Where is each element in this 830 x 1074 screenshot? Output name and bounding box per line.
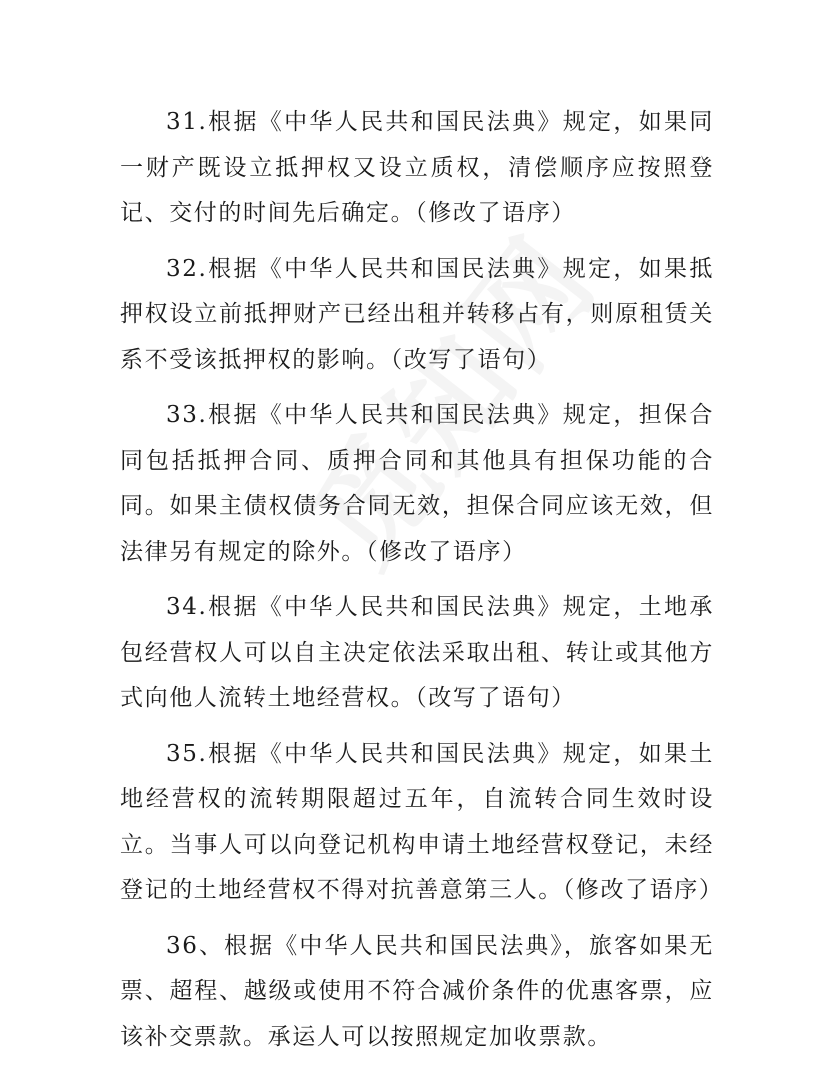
- paragraph-35: 35.根据《中华人民共和国民法典》规定，如果土地经营权的流转期限超过五年，自流转合同生效时设立。当事人可以向登记机构申请土地经营权登记，未经登记的土地经营权不得对抗善意第三人。（修改了语序）: [120, 740, 724, 903]
- document-body: [120, 100, 724, 1070]
- paragraph-31: 31.根据《中华人民共和国民法典》规定，如果同一财产既设立抵押权又设立质权，清偿顺序应按照登记、交付的时间先后确定。（修改了语序）: [120, 109, 714, 226]
- paragraph-33: 33.根据《中华人民共和国民法典》规定，担保合同包括抵押合同、质押合同和其他具有担保功能的合同。如果主债权债务合同无效，担保合同应该无效，但法律另有规定的除外。（修改了语序）: [120, 402, 714, 565]
- paragraph-32: 32.根据《中华人民共和国民法典》规定，如果抵押权设立前抵押财产已经出租并转移占有，则原租赁关系不受该抵押权的影响。（改写了语句）: [120, 255, 714, 373]
- paragraph-36: 36、根据《中华人民共和国民法典》，旅客如果无票、超程、越级或使用不符合减价条件的优惠客票，应该补交票款。承运人可以按照规定加收票款。: [120, 932, 714, 1050]
- paragraph-34: 34.根据《中华人民共和国民法典》规定，土地承包经营权人可以自主决定依法采取出租、转让或其他方式向他人流转土地经营权。（改写了语句）: [120, 594, 714, 711]
